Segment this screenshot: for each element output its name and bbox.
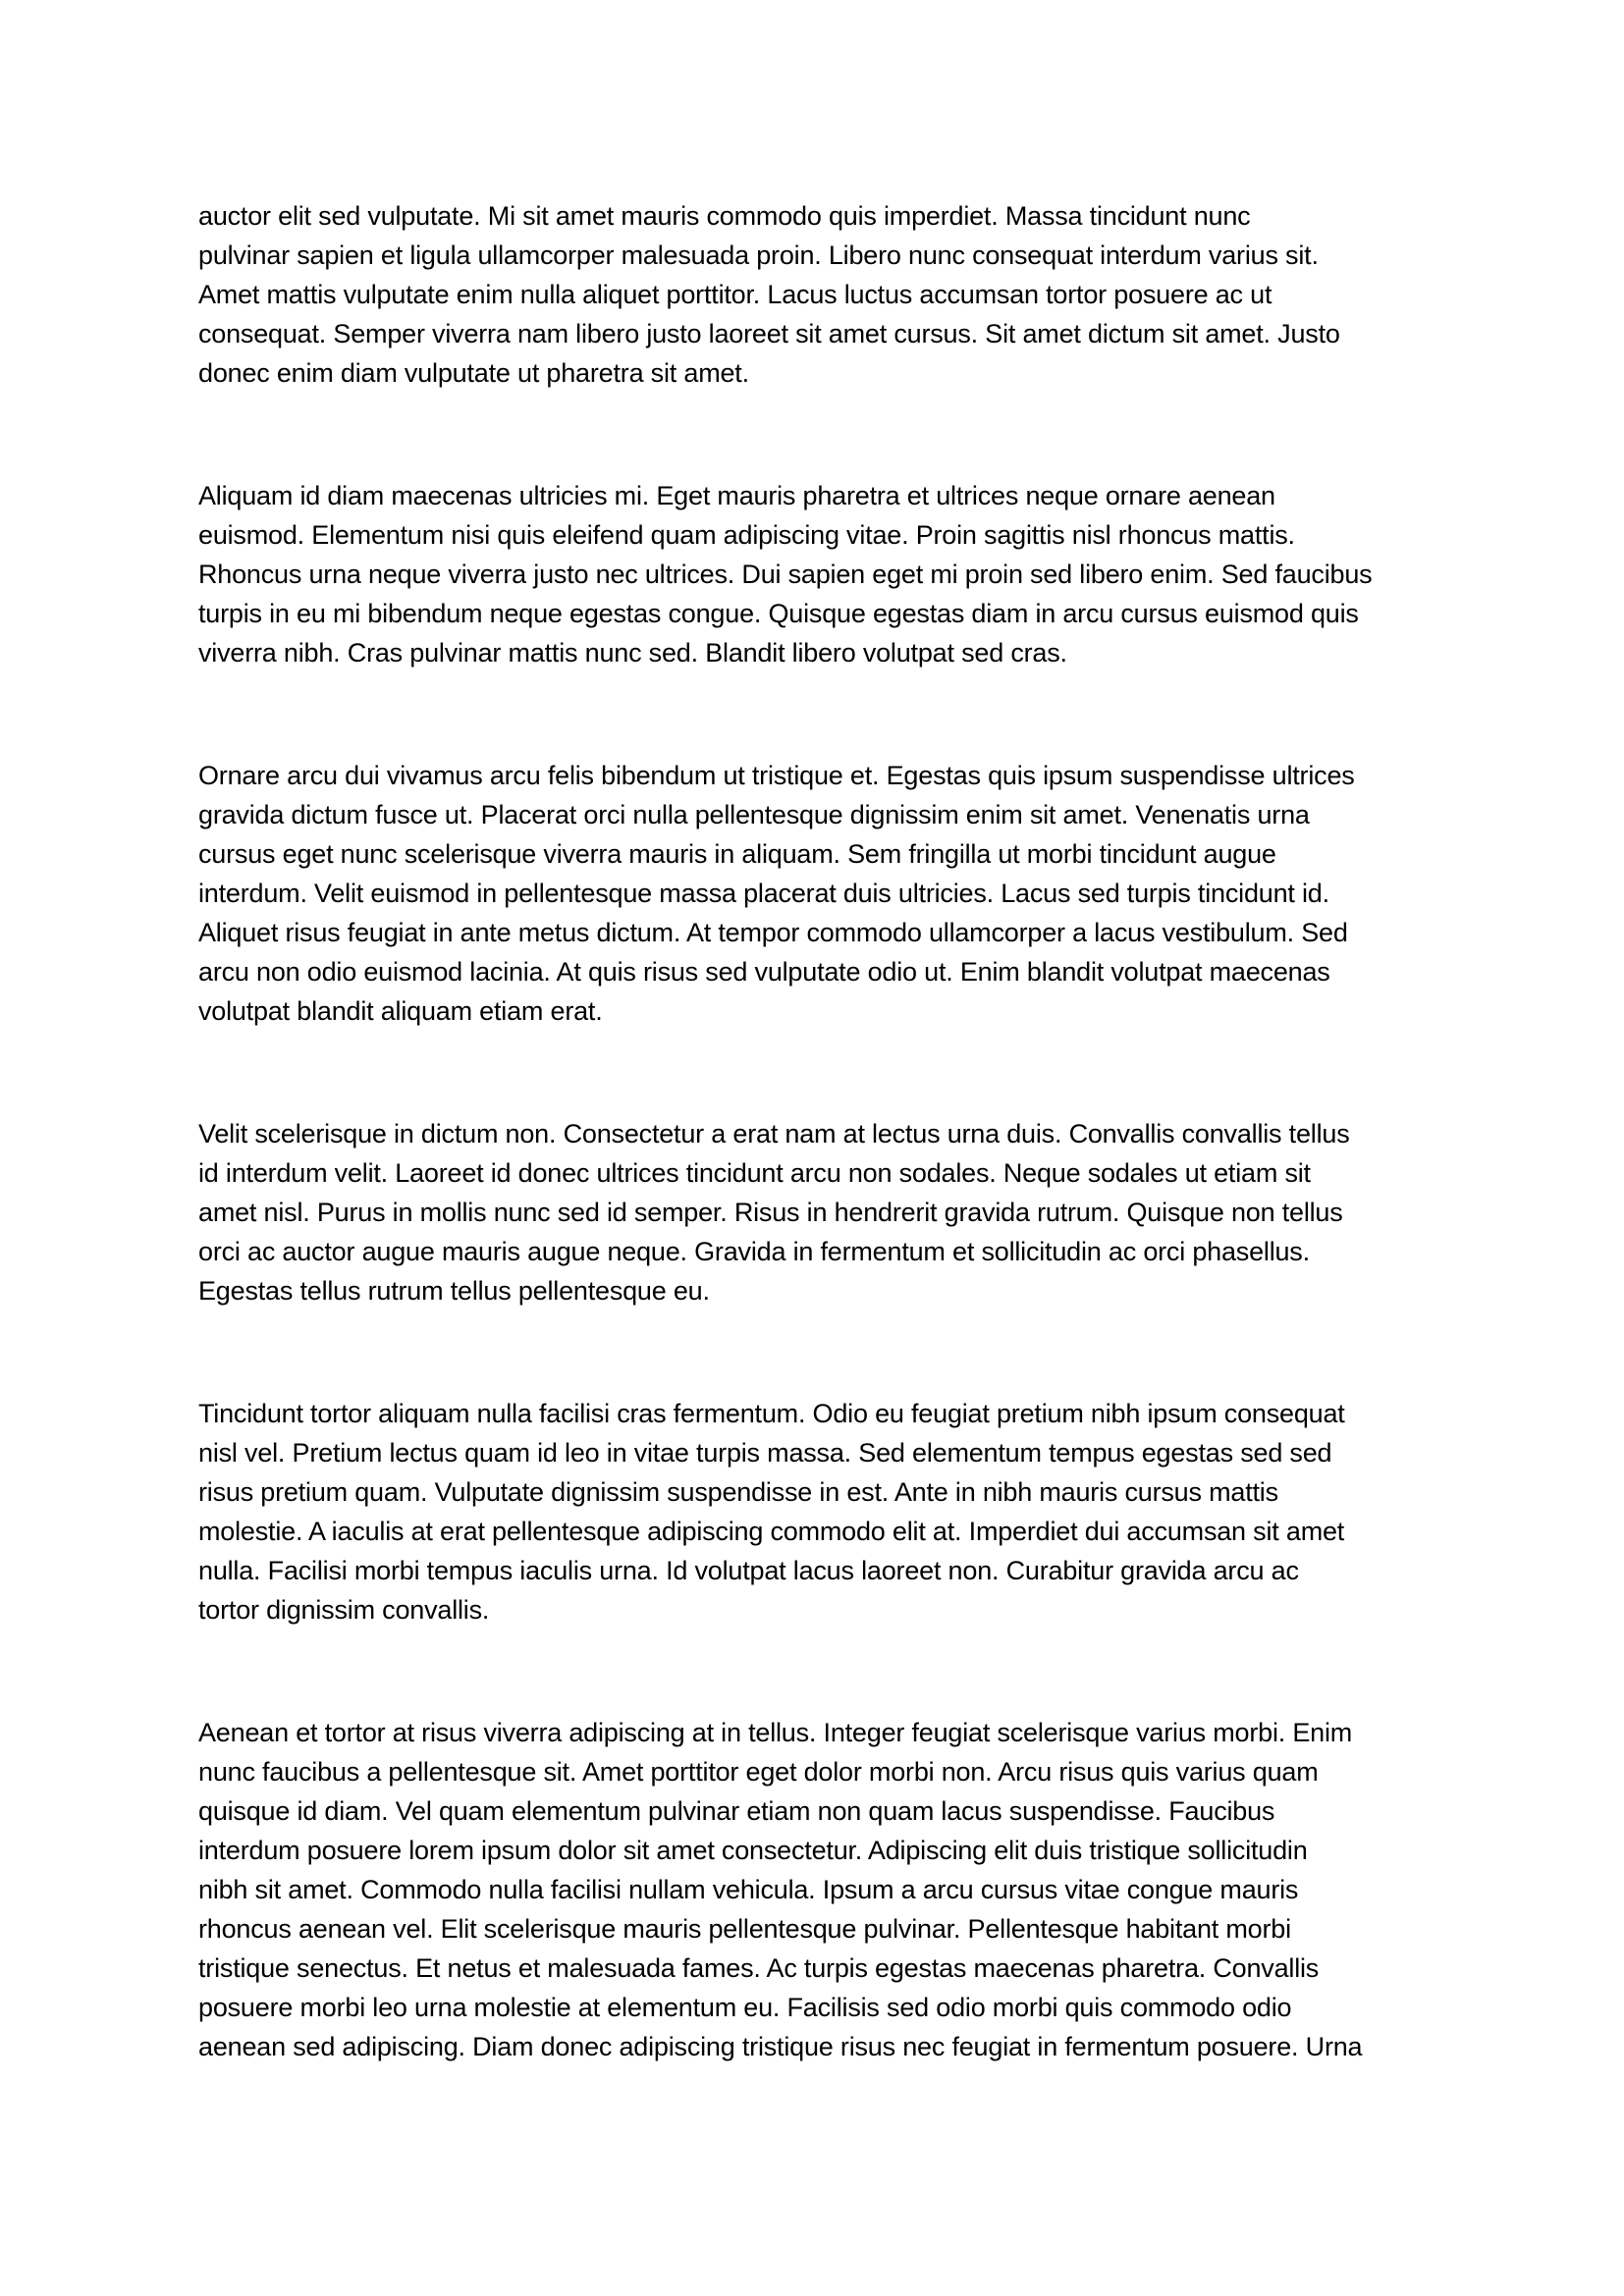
text-line: Aenean et tortor at risus viverra adipiscing at in tellus. Integer feugiat scelerisque varius morbi. Enim bbox=[198, 1718, 1353, 1747]
text-line: tortor dignissim convallis. bbox=[198, 1595, 490, 1625]
text-line: nunc faucibus a pellentesque sit. Amet porttitor eget dolor morbi non. Arcu risus quis varius quam bbox=[198, 1757, 1319, 1787]
text-line: interdum. Velit euismod in pellentesque massa placerat duis ultricies. Lacus sed turpis tincidunt id. bbox=[198, 879, 1329, 908]
text-line: nisl vel. Pretium lectus quam id leo in vitae turpis massa. Sed elementum tempus egestas sed sed bbox=[198, 1438, 1332, 1468]
text-line: volutpat blandit aliquam etiam erat. bbox=[198, 996, 603, 1026]
text-line: pulvinar sapien et ligula ullamcorper malesuada proin. Libero nunc consequat interdum varius sit. bbox=[198, 240, 1319, 270]
text-line: arcu non odio euismod lacinia. At quis risus sed vulputate odio ut. Enim blandit volutpat maecenas bbox=[198, 957, 1330, 987]
text-line: posuere morbi leo urna molestie at elementum eu. Facilisis sed odio morbi quis commodo odio bbox=[198, 1993, 1292, 2022]
paragraph bbox=[198, 1713, 1447, 2066]
text-line: Velit scelerisque in dictum non. Consectetur a erat nam at lectus urna duis. Convallis convallis tellus bbox=[198, 1119, 1350, 1148]
text-line: consequat. Semper viverra nam libero justo laoreet sit amet cursus. Sit amet dictum sit amet. Justo bbox=[198, 319, 1340, 348]
text-line: turpis in eu mi bibendum neque egestas congue. Quisque egestas diam in arcu cursus euismod quis bbox=[198, 599, 1359, 628]
text-line: Egestas tellus rutrum tellus pellentesque eu. bbox=[198, 1276, 710, 1306]
text-line: risus pretium quam. Vulputate dignissim suspendisse in est. Ante in nibh mauris cursus mattis bbox=[198, 1477, 1278, 1507]
text-line: amet nisl. Purus in mollis nunc sed id semper. Risus in hendrerit gravida rutrum. Quisque non tellus bbox=[198, 1198, 1343, 1227]
document-body bbox=[198, 196, 1447, 2066]
text-line: tristique senectus. Et netus et malesuada fames. Ac turpis egestas maecenas pharetra. Convallis bbox=[198, 1953, 1320, 1983]
text-line: interdum posuere lorem ipsum dolor sit amet consectetur. Adipiscing elit duis tristique sollicitudin bbox=[198, 1836, 1308, 1865]
text-line: Aliquet risus feugiat in ante metus dictum. At tempor commodo ullamcorper a lacus vestibulum. Sed bbox=[198, 918, 1348, 947]
text-line: donec enim diam vulputate ut pharetra sit amet. bbox=[198, 358, 749, 388]
text-line: cursus eget nunc scelerisque viverra mauris in aliquam. Sem fringilla ut morbi tincidunt augue bbox=[198, 839, 1276, 869]
text-line: nulla. Facilisi morbi tempus iaculis urna. Id volutpat lacus laoreet non. Curabitur gravida arcu ac bbox=[198, 1556, 1299, 1585]
paragraph bbox=[198, 1394, 1447, 1629]
paragraph bbox=[198, 196, 1447, 393]
text-line: euismod. Elementum nisi quis eleifend quam adipiscing vitae. Proin sagittis nisl rhoncus mattis. bbox=[198, 520, 1295, 550]
paragraph bbox=[198, 756, 1447, 1031]
paragraph bbox=[198, 476, 1447, 672]
text-line: nibh sit amet. Commodo nulla facilisi nullam vehicula. Ipsum a arcu cursus vitae congue mauris bbox=[198, 1875, 1299, 1904]
text-line: Aliquam id diam maecenas ultricies mi. Eget mauris pharetra et ultrices neque ornare aenean bbox=[198, 481, 1275, 510]
text-line: id interdum velit. Laoreet id donec ultrices tincidunt arcu non sodales. Neque sodales ut etiam sit bbox=[198, 1158, 1311, 1188]
text-line: Rhoncus urna neque viverra justo nec ultrices. Dui sapien eget mi proin sed libero enim. Sed faucibus bbox=[198, 560, 1373, 589]
text-line: molestie. A iaculis at erat pellentesque adipiscing commodo elit at. Imperdiet dui accumsan sit amet bbox=[198, 1517, 1345, 1546]
text-line: aenean sed adipiscing. Diam donec adipiscing tristique risus nec feugiat in fermentum posuere. Urna bbox=[198, 2032, 1363, 2061]
text-line: Amet mattis vulputate enim nulla aliquet porttitor. Lacus luctus accumsan tortor posuere ac ut bbox=[198, 280, 1272, 309]
text-line: Ornare arcu dui vivamus arcu felis bibendum ut tristique et. Egestas quis ipsum suspendisse ultrices bbox=[198, 761, 1355, 790]
text-line: rhoncus aenean vel. Elit scelerisque mauris pellentesque pulvinar. Pellentesque habitant morbi bbox=[198, 1914, 1291, 1944]
text-line: quisque id diam. Vel quam elementum pulvinar etiam non quam lacus suspendisse. Faucibus bbox=[198, 1796, 1275, 1826]
text-line: Tincidunt tortor aliquam nulla facilisi cras fermentum. Odio eu feugiat pretium nibh ipsum consequat bbox=[198, 1399, 1345, 1428]
text-line: gravida dictum fusce ut. Placerat orci nulla pellentesque dignissim enim sit amet. Venenatis urna bbox=[198, 800, 1310, 829]
text-line: auctor elit sed vulputate. Mi sit amet mauris commodo quis imperdiet. Massa tincidunt nunc bbox=[198, 201, 1251, 231]
paragraph bbox=[198, 1114, 1447, 1310]
text-line: viverra nibh. Cras pulvinar mattis nunc sed. Blandit libero volutpat sed cras. bbox=[198, 638, 1067, 667]
text-line: orci ac auctor augue mauris augue neque. Gravida in fermentum et sollicitudin ac orci phasellus. bbox=[198, 1237, 1310, 1266]
